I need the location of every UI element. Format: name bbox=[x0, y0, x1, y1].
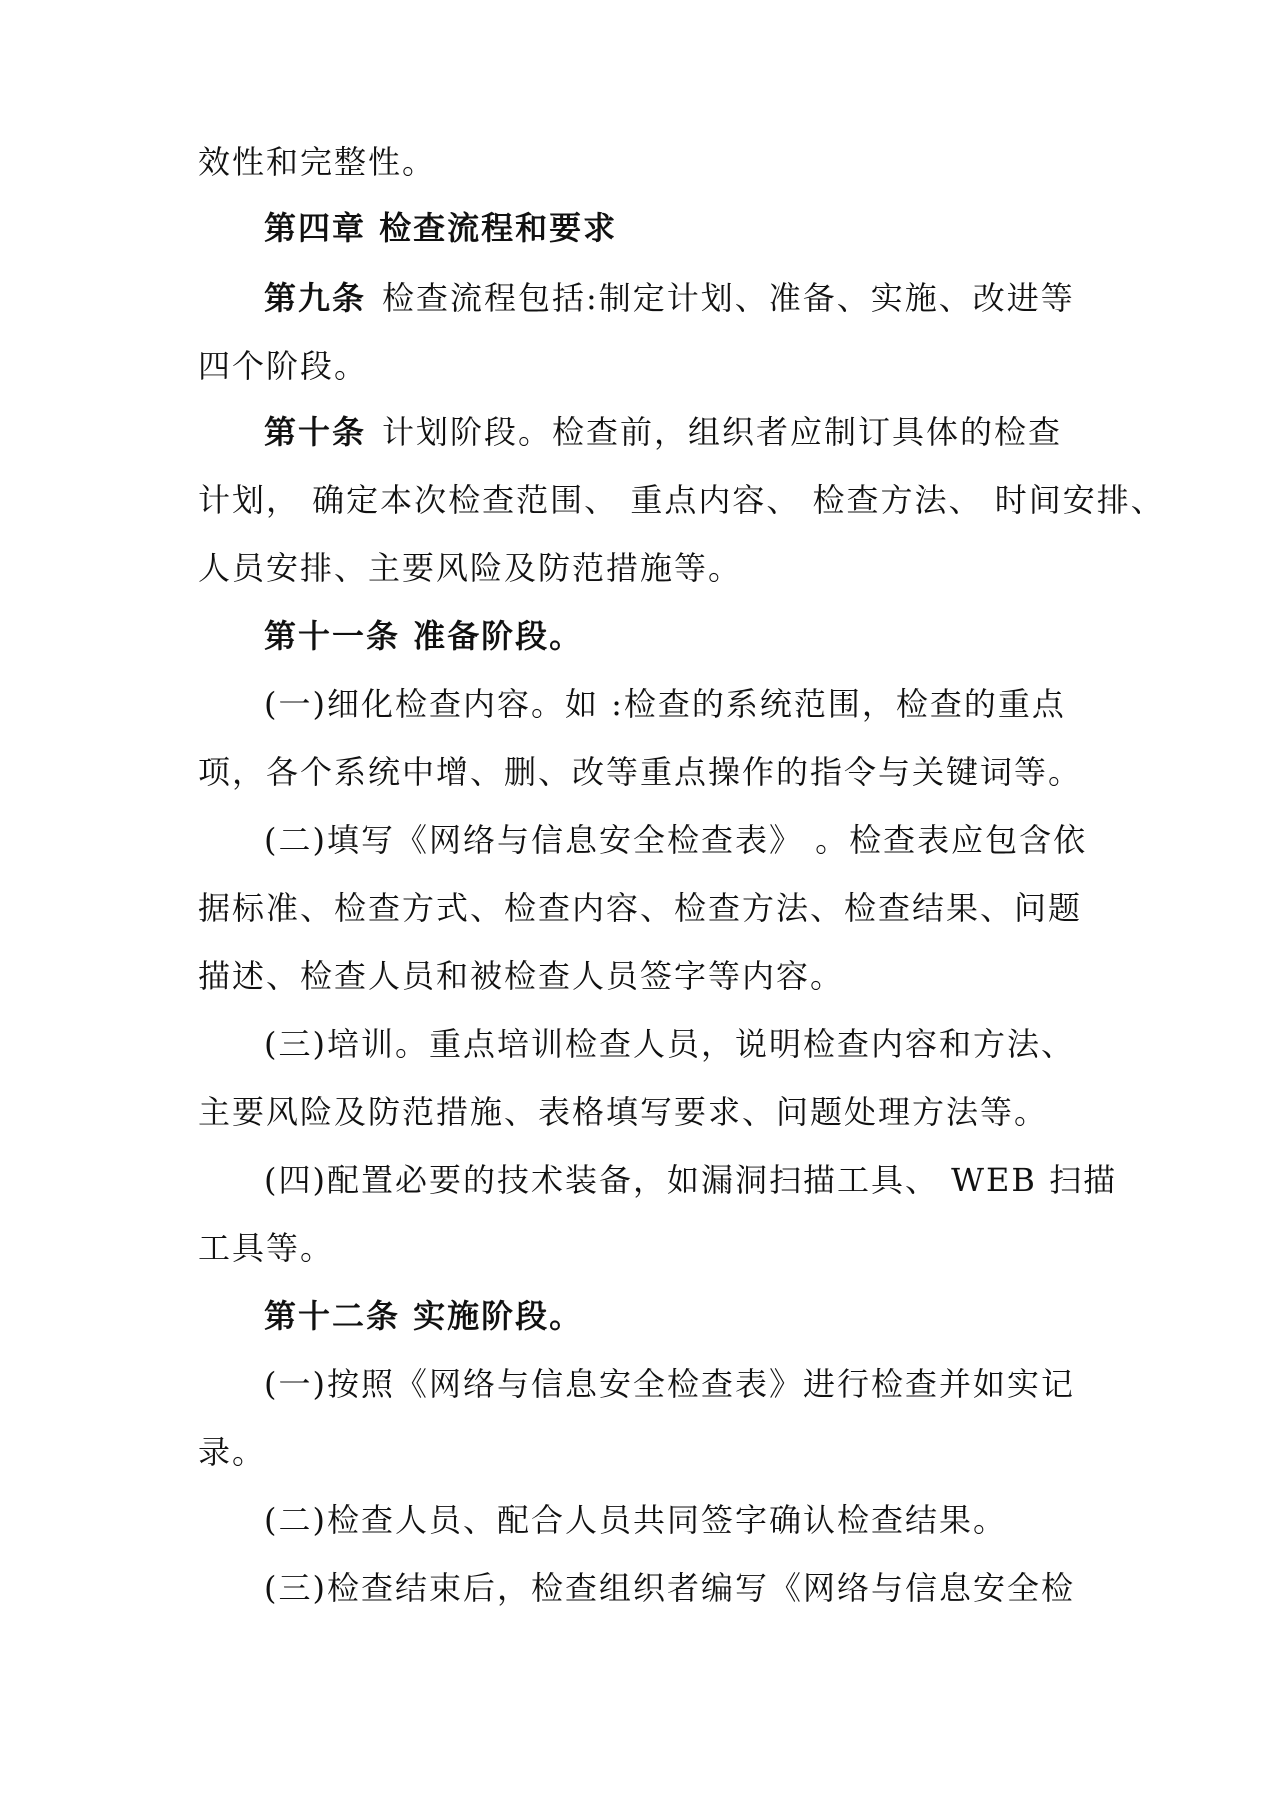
article-11-item-3-line-2: 主要风险及防范措施、表格填写要求、问题处理方法等。 bbox=[198, 1093, 1049, 1131]
article-9-label: 第九条 bbox=[264, 279, 367, 317]
paragraph-continuation: 效性和完整性。 bbox=[198, 143, 437, 181]
article-9-line-2: 四个阶段。 bbox=[198, 347, 369, 385]
article-11-item-1-line-2: 项，各个系统中增、删、改等重点操作的指令与关键词等。 bbox=[198, 753, 1083, 791]
article-12-item-1-line-1: (一)按照《网络与信息安全检查表》进行检查并如实记 bbox=[264, 1365, 1075, 1403]
article-11-item-4-line-1: (四)配置必要的技术装备，如漏洞扫描工具、 WEB 扫描 bbox=[264, 1161, 1118, 1199]
article-12-item-2-line-1: (二)检查人员、配合人员共同签字确认检查结果。 bbox=[264, 1501, 1007, 1539]
article-10-line-2: 计划， 确定本次检查范围、 重点内容、 检查方法、 时间安排、 bbox=[198, 481, 1165, 519]
article-10-text: 计划阶段。检查前，组织者应制订具体的检查 bbox=[382, 413, 1063, 451]
article-10-label: 第十条 bbox=[264, 413, 367, 451]
article-11-item-1-line-1: (一)细化检查内容。如 :检查的系统范围，检查的重点 bbox=[264, 685, 1066, 723]
article-12-heading: 第十二条 实施阶段。 bbox=[264, 1297, 584, 1335]
article-11-item-3-line-1: (三)培训。重点培训检查人员，说明检查内容和方法、 bbox=[264, 1025, 1075, 1063]
chapter-4-heading: 第四章 检查流程和要求 bbox=[264, 209, 618, 247]
article-12-item-1-line-2: 录。 bbox=[198, 1433, 267, 1471]
article-11-item-2-line-3: 描述、检查人员和被检查人员签字等内容。 bbox=[198, 957, 845, 995]
article-11-item-4-line-2: 工具等。 bbox=[198, 1229, 335, 1267]
article-10-line-3: 人员安排、主要风险及防范措施等。 bbox=[198, 549, 743, 587]
article-9-text: 检查流程包括:制定计划、准备、实施、改进等 bbox=[382, 279, 1075, 317]
article-12-item-3-line-1: (三)检查结束后，检查组织者编写《网络与信息安全检 bbox=[264, 1569, 1075, 1607]
article-10-line-1 bbox=[264, 412, 1062, 452]
article-11-item-2-line-2: 据标准、检查方式、检查内容、检查方法、检查结果、问题 bbox=[198, 889, 1083, 927]
article-11-heading: 第十一条 准备阶段。 bbox=[264, 617, 584, 655]
article-9-line-1 bbox=[264, 278, 1075, 318]
article-11-item-2-line-1: (二)填写《网络与信息安全检查表》 。检查表应包含依 bbox=[264, 821, 1088, 859]
